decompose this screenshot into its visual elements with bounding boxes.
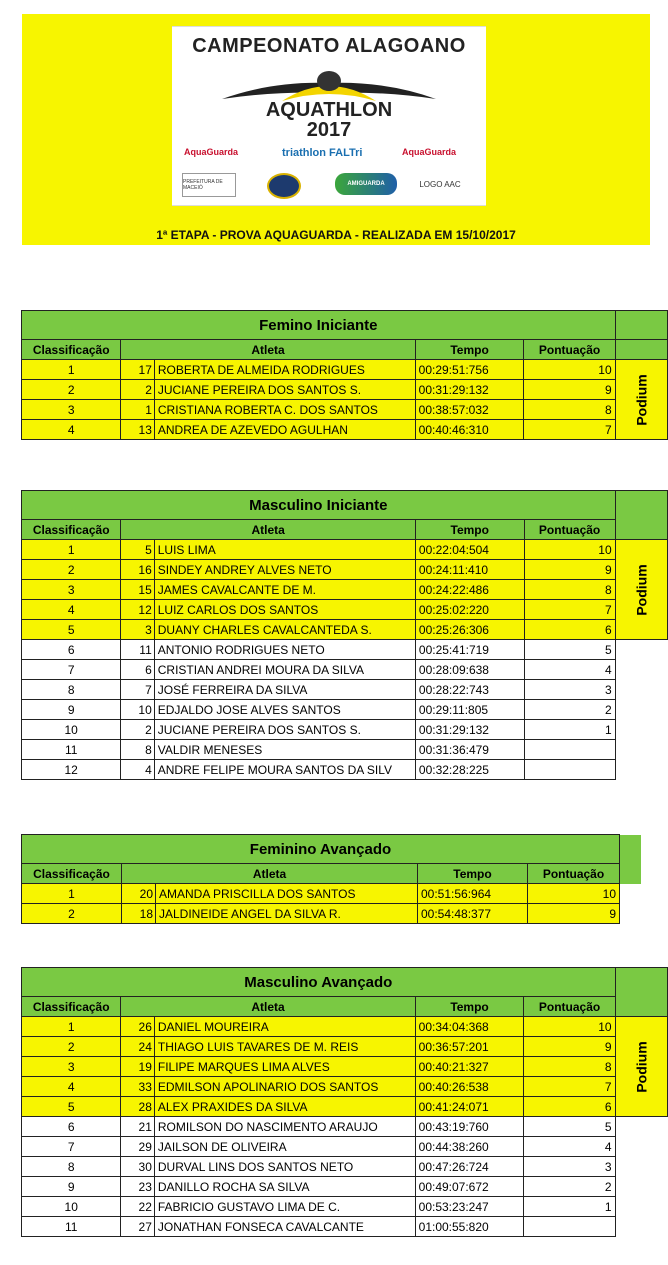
time-cell: 00:29:11:805 (415, 700, 524, 720)
athlete-name-cell: ALEX PRAXIDES DA SILVA (154, 1097, 415, 1117)
rank-cell: 6 (22, 640, 121, 660)
athlete-number-cell: 28 (121, 1097, 154, 1117)
podium-label-cell (615, 360, 667, 440)
table-row (22, 1037, 668, 1057)
rank-cell: 1 (22, 1017, 121, 1037)
athlete-number-cell: 6 (121, 660, 154, 680)
rank-cell: 3 (22, 400, 121, 420)
table-row (22, 680, 668, 700)
table-row (22, 620, 668, 640)
athlete-number-cell: 30 (121, 1157, 154, 1177)
table-side-cell (615, 491, 667, 540)
results-table (21, 967, 668, 1237)
time-cell: 00:44:38:260 (415, 1137, 524, 1157)
rank-cell: 1 (22, 540, 121, 560)
table-title: Masculino Avançado (22, 968, 616, 997)
athlete-name-cell: DUANY CHARLES CAVALCANTEDA S. (154, 620, 415, 640)
athlete-number-cell: 24 (121, 1037, 154, 1057)
table-side-cell (615, 1117, 667, 1137)
athlete-name-cell: FABRICIO GUSTAVO LIMA DE C. (154, 1197, 415, 1217)
time-cell: 00:49:07:672 (415, 1177, 524, 1197)
event-logo (172, 26, 486, 206)
rank-cell: 1 (22, 884, 122, 904)
rank-cell: 11 (22, 740, 121, 760)
points-cell: 8 (524, 400, 615, 420)
col-rank-header: Classificação (22, 864, 122, 884)
col-athlete-header: Atleta (121, 340, 415, 360)
time-cell: 00:40:21:327 (415, 1057, 524, 1077)
time-cell: 00:34:04:368 (415, 1017, 524, 1037)
athlete-name-cell: JUCIANE PEREIRA DOS SANTOS S. (154, 380, 415, 400)
rank-cell: 2 (22, 904, 122, 924)
podium-label: Podium (633, 563, 650, 616)
table-row (22, 540, 668, 560)
sponsor-aquaguarda-right: AquaGuarda (402, 147, 457, 157)
rank-cell: 11 (22, 1217, 121, 1237)
athlete-number-cell: 29 (121, 1137, 154, 1157)
time-cell: 00:31:29:132 (415, 720, 524, 740)
athlete-number-cell: 15 (121, 580, 154, 600)
table-side-cell (620, 904, 642, 924)
col-time-header: Tempo (415, 340, 524, 360)
table-title: Masculino Iniciante (22, 491, 616, 520)
table-row (22, 600, 668, 620)
rank-cell: 5 (22, 1097, 121, 1117)
athlete-number-cell: 18 (122, 904, 156, 924)
table-side-cell (615, 1157, 667, 1177)
athlete-name-cell: JALDINEIDE ANGEL DA SILVA R. (156, 904, 418, 924)
points-cell (524, 1217, 615, 1237)
athlete-name-cell: ANDRE FELIPE MOURA SANTOS DA SILV (154, 760, 415, 780)
table-row (22, 400, 668, 420)
col-athlete-header: Atleta (121, 520, 416, 540)
table-title: Femino Iniciante (22, 311, 616, 340)
table-side-cell (615, 1177, 667, 1197)
rank-cell: 5 (22, 620, 121, 640)
rank-cell: 8 (22, 1157, 121, 1177)
rank-cell: 9 (22, 700, 121, 720)
athlete-name-cell: DANILLO ROCHA SA SILVA (154, 1177, 415, 1197)
time-cell: 00:22:04:504 (415, 540, 524, 560)
table-side-cell (615, 640, 667, 660)
athlete-name-cell: ROMILSON DO NASCIMENTO ARAUJO (154, 1117, 415, 1137)
time-cell: 00:24:11:410 (415, 560, 524, 580)
points-cell: 5 (524, 640, 615, 660)
table-row (22, 700, 668, 720)
table-side-cell (620, 835, 642, 864)
table-row (22, 760, 668, 780)
table-row (22, 720, 668, 740)
sponsor-triathlon: triathlon FALTri (282, 147, 363, 159)
athlete-number-cell: 5 (121, 540, 154, 560)
time-cell: 00:25:26:306 (415, 620, 524, 640)
athlete-number-cell: 13 (121, 420, 154, 440)
time-cell: 00:54:48:377 (418, 904, 528, 924)
points-cell: 7 (524, 420, 615, 440)
table-side-cell (615, 740, 667, 760)
athlete-name-cell: VALDIR MENESES (154, 740, 415, 760)
table-side-cell (615, 700, 667, 720)
athlete-number-cell: 8 (121, 740, 154, 760)
points-cell: 6 (524, 620, 615, 640)
table-side-cell (615, 340, 667, 360)
points-cell: 4 (524, 660, 615, 680)
athlete-name-cell: EDMILSON APOLINARIO DOS SANTOS (154, 1077, 415, 1097)
logo-year: 2017 (306, 119, 352, 141)
table-row (22, 380, 668, 400)
col-rank-header: Classificação (22, 997, 121, 1017)
athlete-name-cell: DURVAL LINS DOS SANTOS NETO (154, 1157, 415, 1177)
col-points-header: Pontuação (524, 997, 615, 1017)
results-table (21, 834, 642, 924)
points-cell: 3 (524, 1157, 615, 1177)
athlete-number-cell: 26 (121, 1017, 154, 1037)
time-cell: 00:32:28:225 (415, 760, 524, 780)
athlete-name-cell: CRISTIAN ANDREI MOURA DA SILVA (154, 660, 415, 680)
athlete-name-cell: JOSÉ FERREIRA DA SILVA (154, 680, 415, 700)
athlete-name-cell: EDJALDO JOSE ALVES SANTOS (154, 700, 415, 720)
sponsor-aquaguarda-left: AquaGuarda (184, 147, 239, 157)
table-side-cell (620, 864, 642, 884)
points-cell: 9 (528, 904, 620, 924)
time-cell: 00:38:57:032 (415, 400, 524, 420)
athlete-name-cell: JAILSON DE OLIVEIRA (154, 1137, 415, 1157)
athlete-name-cell: ROBERTA DE ALMEIDA RODRIGUES (154, 360, 415, 380)
athlete-number-cell: 17 (121, 360, 154, 380)
athlete-number-cell: 11 (121, 640, 154, 660)
table-row (22, 1117, 668, 1137)
time-cell: 01:00:55:820 (415, 1217, 524, 1237)
athlete-number-cell: 23 (121, 1177, 154, 1197)
athlete-name-cell: THIAGO LUIS TAVARES DE M. REIS (154, 1037, 415, 1057)
athlete-name-cell: AMANDA PRISCILLA DOS SANTOS (156, 884, 418, 904)
rank-cell: 9 (22, 1177, 121, 1197)
table-row (22, 420, 668, 440)
logo-title: CAMPEONATO ALAGOANO (192, 35, 466, 57)
points-cell: 2 (524, 1177, 615, 1197)
points-cell: 10 (524, 540, 615, 560)
rank-cell: 2 (22, 1037, 121, 1057)
rank-cell: 12 (22, 760, 121, 780)
rank-cell: 7 (22, 660, 121, 680)
athlete-name-cell: DANIEL MOUREIRA (154, 1017, 415, 1037)
table-row (22, 360, 668, 380)
points-cell: 4 (524, 1137, 615, 1157)
time-cell: 00:36:57:201 (415, 1037, 524, 1057)
col-rank-header: Classificação (22, 340, 121, 360)
table-side-cell (615, 1197, 667, 1217)
table-side-cell (615, 1137, 667, 1157)
logo-prefeitura: PREFEITURA DE MACEIÓ (182, 173, 236, 197)
athlete-name-cell: ANTONIO RODRIGUES NETO (154, 640, 415, 660)
table-side-cell (620, 884, 642, 904)
time-cell: 00:40:26:538 (415, 1077, 524, 1097)
results-table (21, 310, 668, 440)
col-points-header: Pontuação (528, 864, 620, 884)
table-row (22, 884, 642, 904)
athlete-number-cell: 12 (121, 600, 154, 620)
table-row (22, 904, 642, 924)
table-side-cell (615, 720, 667, 740)
podium-label: Podium (633, 1040, 650, 1093)
time-cell: 00:40:46:310 (415, 420, 524, 440)
rank-cell: 3 (22, 1057, 121, 1077)
points-cell: 6 (524, 1097, 615, 1117)
athlete-number-cell: 3 (121, 620, 154, 640)
points-cell: 9 (524, 560, 615, 580)
points-cell (524, 760, 615, 780)
rank-cell: 2 (22, 380, 121, 400)
col-time-header: Tempo (418, 864, 528, 884)
rank-cell: 4 (22, 600, 121, 620)
rank-cell: 2 (22, 560, 121, 580)
table-row (22, 1137, 668, 1157)
table-title: Feminino Avançado (22, 835, 620, 864)
table-row (22, 1217, 668, 1237)
points-cell: 8 (524, 1057, 615, 1077)
points-cell: 10 (524, 1017, 615, 1037)
rank-cell: 10 (22, 720, 121, 740)
podium-label-cell (615, 540, 667, 640)
points-cell: 10 (524, 360, 615, 380)
athlete-number-cell: 16 (121, 560, 154, 580)
points-cell: 8 (524, 580, 615, 600)
athlete-name-cell: LUIZ CARLOS DOS SANTOS (154, 600, 415, 620)
table-row (22, 1197, 668, 1217)
badge-icon (267, 173, 301, 199)
podium-label-cell (615, 1017, 667, 1117)
athlete-number-cell: 33 (121, 1077, 154, 1097)
points-cell: 3 (524, 680, 615, 700)
athlete-number-cell: 22 (121, 1197, 154, 1217)
table-row (22, 1077, 668, 1097)
time-cell: 00:41:24:071 (415, 1097, 524, 1117)
athlete-name-cell: JUCIANE PEREIRA DOS SANTOS S. (154, 720, 415, 740)
athlete-name-cell: FILIPE MARQUES LIMA ALVES (154, 1057, 415, 1077)
athlete-number-cell: 7 (121, 680, 154, 700)
time-cell: 00:43:19:760 (415, 1117, 524, 1137)
col-points-header: Pontuação (524, 340, 615, 360)
time-cell: 00:25:41:719 (415, 640, 524, 660)
points-cell: 10 (528, 884, 620, 904)
points-cell (524, 740, 615, 760)
time-cell: 00:29:51:756 (415, 360, 524, 380)
athlete-number-cell: 21 (121, 1117, 154, 1137)
points-cell: 7 (524, 1077, 615, 1097)
athlete-name-cell: ANDREA DE AZEVEDO AGULHAN (154, 420, 415, 440)
points-cell: 1 (524, 720, 615, 740)
table-row (22, 560, 668, 580)
athlete-name-cell: JAMES CAVALCANTE DE M. (154, 580, 415, 600)
page-subtitle: 1ª ETAPA - PROVA AQUAGUARDA - REALIZADA EM 15/10/2017 (156, 228, 516, 242)
rank-cell: 1 (22, 360, 121, 380)
table-row (22, 740, 668, 760)
time-cell: 00:24:22:486 (415, 580, 524, 600)
athlete-number-cell: 20 (122, 884, 156, 904)
table-row (22, 1157, 668, 1177)
logo-amiguarda: AMIGUARDA (335, 173, 397, 195)
results-table (21, 490, 668, 780)
table-side-cell (615, 760, 667, 780)
rank-cell: 10 (22, 1197, 121, 1217)
athlete-number-cell: 2 (121, 720, 154, 740)
time-cell: 00:28:09:638 (415, 660, 524, 680)
time-cell: 00:47:26:724 (415, 1157, 524, 1177)
table-side-cell (615, 660, 667, 680)
table-row (22, 1177, 668, 1197)
athlete-name-cell: CRISTIANA ROBERTA C. DOS SANTOS (154, 400, 415, 420)
athlete-number-cell: 1 (121, 400, 154, 420)
athlete-number-cell: 19 (121, 1057, 154, 1077)
table-row (22, 660, 668, 680)
points-cell: 9 (524, 380, 615, 400)
time-cell: 00:25:02:220 (415, 600, 524, 620)
table-row (22, 580, 668, 600)
points-cell: 7 (524, 600, 615, 620)
time-cell: 00:31:29:132 (415, 380, 524, 400)
logo-aac: LOGO AAC (419, 179, 461, 189)
time-cell: 00:53:23:247 (415, 1197, 524, 1217)
rank-cell: 4 (22, 1077, 121, 1097)
points-cell: 1 (524, 1197, 615, 1217)
col-rank-header: Classificação (22, 520, 121, 540)
athlete-number-cell: 2 (121, 380, 154, 400)
table-row (22, 640, 668, 660)
rank-cell: 4 (22, 420, 121, 440)
athlete-number-cell: 10 (121, 700, 154, 720)
rank-cell: 7 (22, 1137, 121, 1157)
rank-cell: 6 (22, 1117, 121, 1137)
table-row (22, 1097, 668, 1117)
athlete-name-cell: SINDEY ANDREY ALVES NETO (154, 560, 415, 580)
athlete-name-cell: JONATHAN FONSECA CAVALCANTE (154, 1217, 415, 1237)
points-cell: 2 (524, 700, 615, 720)
points-cell: 5 (524, 1117, 615, 1137)
logo-event: AQUATHLON (265, 99, 393, 121)
col-time-header: Tempo (415, 997, 524, 1017)
table-side-cell (615, 680, 667, 700)
col-athlete-header: Atleta (121, 997, 415, 1017)
time-cell: 00:31:36:479 (415, 740, 524, 760)
athlete-number-cell: 4 (121, 760, 154, 780)
col-points-header: Pontuação (524, 520, 615, 540)
athlete-name-cell: LUIS LIMA (154, 540, 415, 560)
table-row (22, 1057, 668, 1077)
col-time-header: Tempo (415, 520, 524, 540)
athlete-number-cell: 27 (121, 1217, 154, 1237)
rank-cell: 8 (22, 680, 121, 700)
table-side-cell (615, 968, 667, 1017)
col-athlete-header: Atleta (122, 864, 418, 884)
podium-label: Podium (633, 373, 650, 426)
time-cell: 00:28:22:743 (415, 680, 524, 700)
points-cell: 9 (524, 1037, 615, 1057)
table-side-cell (615, 311, 667, 340)
table-row (22, 1017, 668, 1037)
rank-cell: 3 (22, 580, 121, 600)
time-cell: 00:51:56:964 (418, 884, 528, 904)
table-side-cell (615, 1217, 667, 1237)
header-banner (22, 14, 650, 245)
